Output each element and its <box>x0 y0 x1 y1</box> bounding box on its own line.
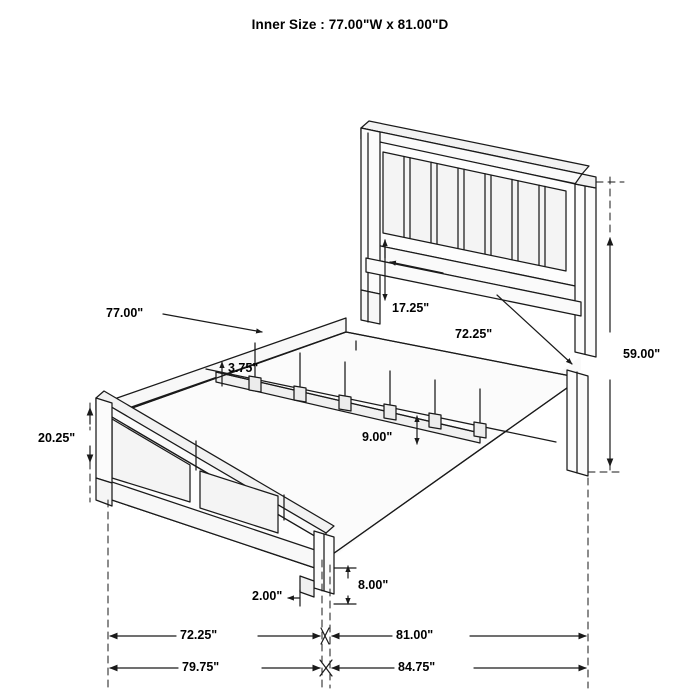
page-title: Inner Size : 77.00"W x 81.00"D <box>251 17 449 32</box>
dim-label-rail-thickness: 3.75" <box>228 361 259 375</box>
dim-label-foot-detail: 2.00" <box>252 589 283 603</box>
dim-label-inner-depth-side: 81.00" <box>396 628 434 642</box>
dim-label-headboard-inner-width: 72.25" <box>455 327 493 341</box>
dim-label-overall-depth-side: 84.75" <box>398 660 436 674</box>
dim-label-inner-depth-front: 72.25" <box>180 628 218 642</box>
dim-label-footboard-bottom-gap: 8.00" <box>358 578 389 592</box>
headboard-group <box>361 121 596 357</box>
dim-label-headboard-slat-height: 17.25" <box>392 301 430 315</box>
dim-label-slat-support-height: 9.00" <box>362 430 393 444</box>
dim-label-footboard-height: 20.25" <box>38 431 76 445</box>
dim-label-overall-height: 59.00" <box>623 347 661 361</box>
dim-label-inner-width: 77.00" <box>106 306 144 320</box>
dim-label-overall-depth-front: 79.75" <box>182 660 220 674</box>
